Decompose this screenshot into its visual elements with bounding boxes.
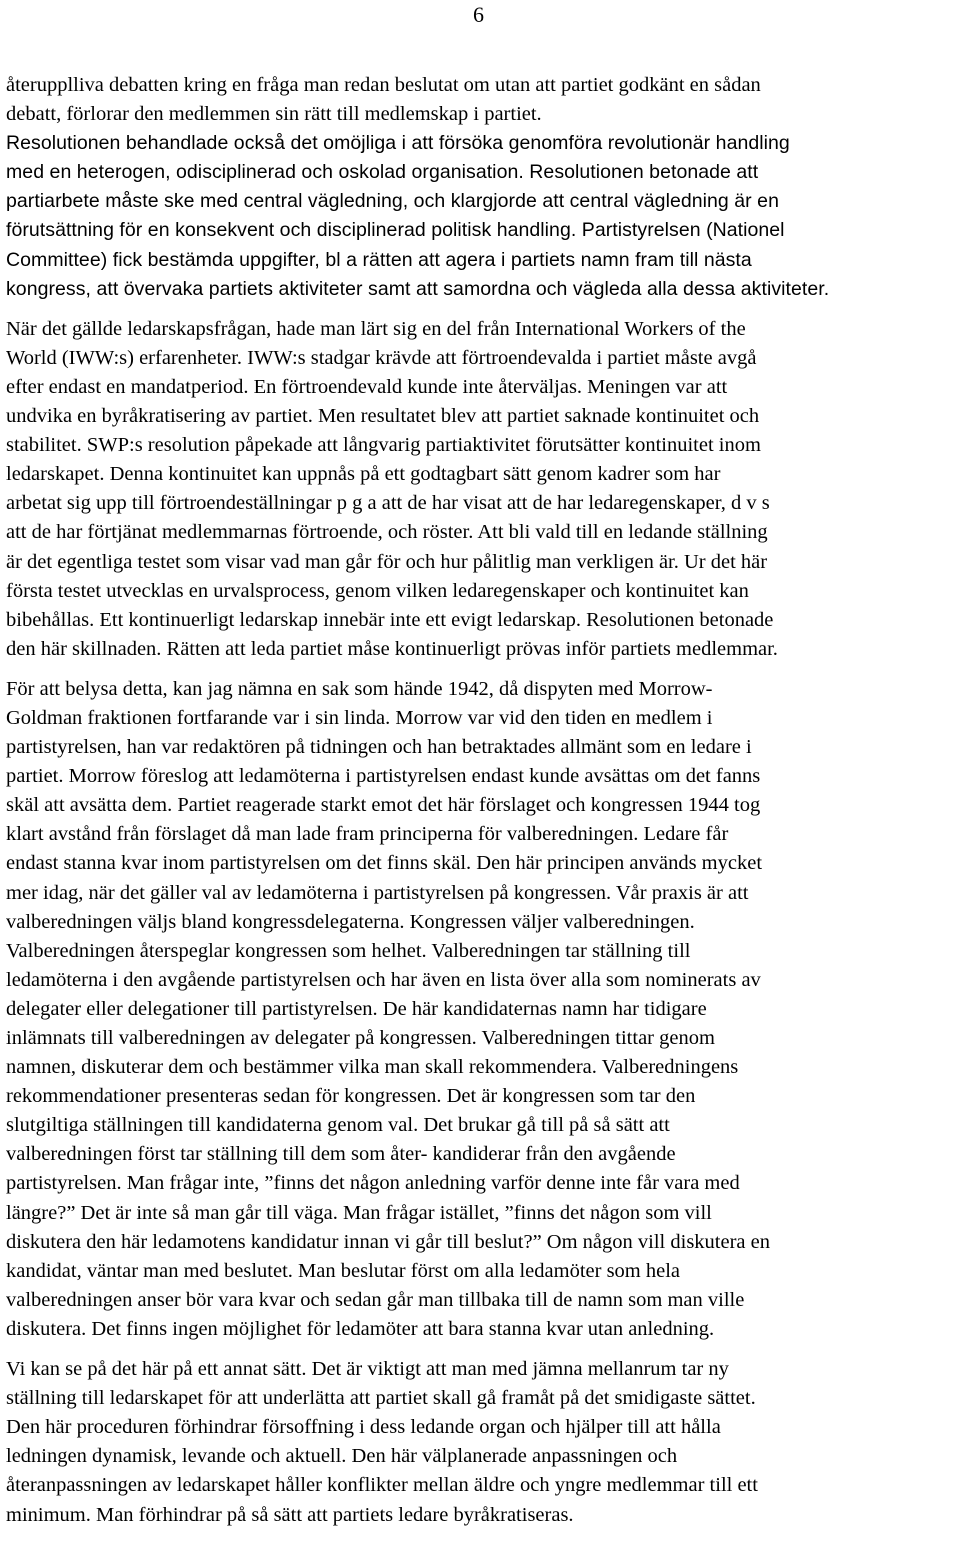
text-line: valberedningen först tar ställning till dem som åter- kandiderar från den avgående	[6, 1143, 676, 1166]
paragraph-2	[6, 315, 956, 664]
text-line: valberedningen väljs bland kongressdelegaterna. Kongressen väljer valberedningen.	[6, 910, 695, 933]
text-line: partiet. Morrow föreslog att ledamöterna i partistyrelsen endast kunde avsättas om det fanns	[6, 765, 761, 788]
text-line: förutsättning för en konsekvent och disciplinerad politisk handling. Partistyrelsen (Nationel	[6, 219, 785, 242]
text-line: ledningen dynamisk, levande och aktuell. Den här välplanerade anpassningen och	[6, 1445, 678, 1468]
text-line: rekommendationer presenteras sedan för kongressen. Det är kongressen som tar den	[6, 1085, 696, 1108]
text-line: Committee) fick bestämda uppgifter, bl a rätten att agera i partiets namn fram till nästa	[6, 248, 752, 271]
text-line: Vi kan se på det här på ett annat sätt. Det är viktigt att man med jämna mellanrum tar ny	[6, 1358, 729, 1381]
text-line: diskutera den här ledamotens kandidatur innan vi går till beslut?” Om någon vill diskutera en	[6, 1230, 770, 1253]
text-line: stabilitet. SWP:s resolution påpekade att långvarig partiaktivitet förutsätter kontinuitet inom	[6, 434, 761, 457]
text-line: debatt, förlorar den medlemmen sin rätt till medlemskap i partiet.	[6, 103, 542, 126]
paragraph-4	[6, 1355, 956, 1530]
text-line: delegater eller delegationer till partistyrelsen. De här kandidaternas namn har tidigare	[6, 997, 707, 1020]
text-line: World (IWW:s) erfarenheter. IWW:s stadgar krävde att förtroendevalda i partiet måste avgå	[6, 346, 757, 369]
text-line: partistyrelsen, han var redaktören på tidningen och han betraktades allmänt som en ledare i	[6, 736, 752, 759]
text-line: slutgiltiga ställningen till kandidaterna genom val. Det brukar gå till på så sätt att	[6, 1114, 670, 1137]
text-line: inlämnats till valberedningen av delegater på kongressen. Valberedningen tittar genom	[6, 1027, 715, 1049]
text-line: Resolutionen behandlade också det omöjliga i att försöka genomföra revolutionär handling	[6, 132, 790, 155]
page-number: 6	[473, 2, 484, 27]
text-line: att de har förtjänat medlemmarnas förtroende, och röster. Att bli vald till en ledande ställning	[6, 521, 768, 544]
text-line: Den här proceduren förhindrar försoffning i dess ledande organ och hjälper till att hålla	[6, 1416, 721, 1439]
text-line: diskutera. Det finns ingen möjlighet för ledamöter att bara stanna kvar utan anledning.	[6, 1317, 715, 1340]
text-line: är det egentliga testet som visar vad man går för och hur pålitlig man verkligen är. Ur det här	[6, 550, 768, 573]
text-line: kandidat, väntar man med beslutet. Man beslutar först om alla ledamöter som hela	[6, 1259, 681, 1282]
text-line: längre?” Det är inte så man går till väga. Man frågar istället, ”finns det någon som vill	[6, 1201, 712, 1224]
text-line: skäl att avsätta dem. Partiet reagerade starkt emot det här förslaget och kongressen 1944 tog	[6, 794, 761, 817]
text-line: efter endast en mandatperiod. En förtroendevald kunde inte återväljas. Meningen var att	[6, 375, 728, 398]
text-line: namnen, diskuterar dem och bestämmer vilka man skall rekommendera. Valberedningens	[6, 1056, 739, 1079]
text-line: För att belysa detta, kan jag nämna en sak som hände 1942, då dispyten med Morrow-	[6, 677, 713, 700]
document-body	[6, 71, 956, 1530]
text-line: valberedningen anser bör vara kvar och sedan går man tillbaka till de namn som man ville	[6, 1288, 745, 1311]
text-line: undvika en byråkratisering av partiet. Men resultatet blev att partiet saknade kontinuitet och	[6, 405, 760, 428]
text-line: ställning till ledarskapet för att underlätta att partiet skall gå framåt på det smidigaste sättet.	[6, 1387, 756, 1410]
text-line: endast stanna kvar inom partistyrelsen om det finns skäl. Den här principen används mycket	[6, 852, 763, 875]
text-line: ledarskapet. Denna kontinuitet kan uppnås på ett godtagbart sätt genom kadrer som har	[6, 463, 721, 486]
text-line: första testet utvecklas en urvalsprocess, genom vilken ledaregenskaper och kontinuitet kan	[6, 579, 749, 602]
text-line: Valberedningen återspeglar kongressen som helhet. Valberedningen tar ställning till	[6, 939, 691, 962]
text-line: återanpassningen av ledarskapet håller konflikter mellan äldre och yngre medlemmar till ett	[6, 1474, 758, 1497]
text-line: När det gällde ledarskapsfrågan, hade man lärt sig en del från International Workers of the	[6, 317, 746, 340]
text-line: arbetat sig upp till förtroendeställningar p g a att de har visat att de har ledaregenskaper, d v s	[6, 492, 770, 515]
paragraph-1	[6, 71, 956, 304]
text-line: Goldman fraktionen fortfarande var i sin linda. Morrow var vid den tiden en medlem i	[6, 706, 713, 729]
text-line: återupplliva debatten kring en fråga man redan beslutat om utan att partiet godkänt en sådan	[6, 74, 761, 96]
paragraph-3	[6, 675, 956, 1344]
text-line: minimum. Man förhindrar på så sätt att partiets ledare byråkratiseras.	[6, 1503, 574, 1526]
text-line: med en heterogen, odisciplinerad och oskolad organisation. Resolutionen betonade att	[6, 161, 759, 184]
text-line: klart avstånd från förslaget då man lade fram principerna för valberedningen. Ledare får	[6, 823, 729, 846]
text-line: den här skillnaden. Rätten att leda partiet måse kontinuerligt prövas inför partiets medlemmar.	[6, 637, 778, 660]
text-line: partistyrelsen. Man frågar inte, ”finns det någon anledning varför denne inte får vara med	[6, 1172, 740, 1195]
text-line: ledamöterna i den avgående partistyrelsen och har även en lista över alla som nominerats av	[6, 968, 761, 991]
text-line: partiarbete måste ske med central vägledning, och klargjorde att central vägledning är en	[6, 190, 779, 213]
text-line: bibehållas. Ett kontinuerligt ledarskap innebär inte ett evigt ledarskap. Resolutionen betonade	[6, 608, 774, 631]
text-line: mer idag, när det gäller val av ledamöterna i partistyrelsen på kongressen. Vår praxis är att	[6, 881, 749, 904]
text-line: kongress, att övervaka partiets aktiviteter samt att samordna och vägleda alla dessa aktiviteter.	[6, 277, 830, 300]
